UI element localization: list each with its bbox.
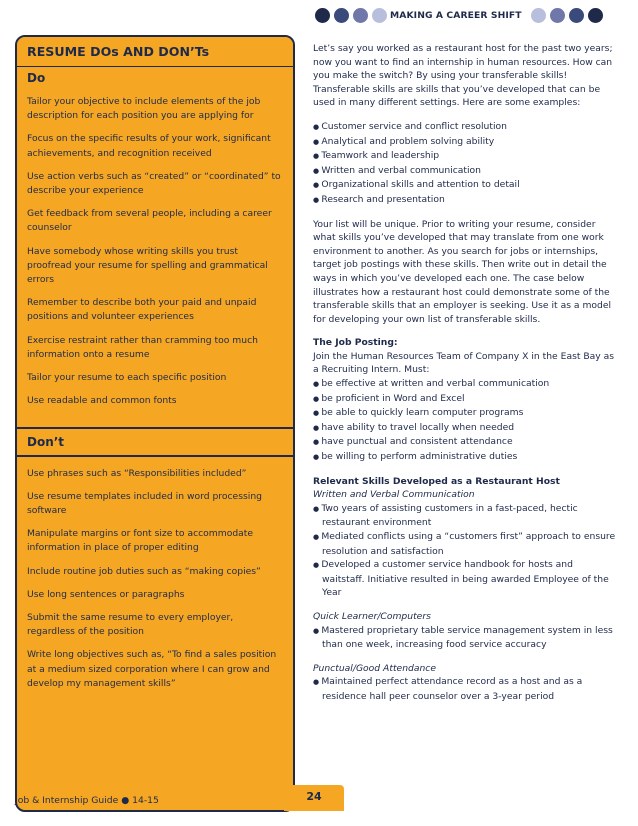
skill-group-label: Quick Learner/Computers — [313, 610, 431, 622]
bullet-icon: ● — [313, 453, 322, 462]
bullet-text: Two years of assisting customers in a fast-paced, hectic restaurant environment — [321, 502, 578, 529]
dont-item: Use resume templates included in word processing software — [27, 490, 262, 516]
footer-guide-label: Job & Internship Guide ● 14-15 — [15, 795, 159, 806]
bullet-icon: ● — [313, 122, 322, 131]
skill-group-label: Punctual/Good Attendance — [313, 662, 437, 674]
header-dot — [372, 8, 387, 23]
bullet-text: Written and verbal communication — [321, 164, 482, 176]
bullet-icon: ● — [313, 678, 322, 687]
bullet-icon: ● — [313, 504, 322, 513]
bullet-item — [313, 120, 618, 135]
bullet-item — [313, 435, 618, 450]
skill-groups — [313, 488, 618, 703]
skill-group-list — [313, 624, 618, 652]
bullet-item — [313, 450, 618, 465]
bullet-text: have punctual and consistent attendance — [321, 436, 513, 448]
bullet-item — [313, 135, 618, 150]
header-dots-right — [531, 8, 603, 23]
header-dot — [531, 8, 546, 23]
dont-item: Manipulate margins or font size to accommodate information in place of proper editing — [27, 528, 254, 554]
sidebar-title: RESUME DOs AND DON’Ts — [17, 37, 293, 67]
bullet-item — [313, 558, 618, 600]
page-header — [312, 8, 632, 28]
do-item: Tailor your objective to include elements of the job description for each position you are applying for — [27, 96, 261, 122]
bullet-item — [313, 421, 618, 436]
bullet-text: Mastered proprietary table service management system in less than one week, increasing food service accuracy — [321, 624, 613, 651]
bullet-text: be willing to perform administrative duties — [321, 451, 518, 463]
bullet-text: Research and presentation — [321, 193, 445, 205]
resume-donts-box — [15, 427, 295, 812]
resume-dos-box — [15, 35, 295, 449]
header-dot — [315, 8, 330, 23]
dont-item: Use phrases such as “Responsibilities included” — [27, 467, 247, 479]
bullet-icon: ● — [313, 561, 322, 570]
bullet-icon: ● — [313, 533, 322, 541]
bullet-text: Customer service and conflict resolution — [321, 120, 507, 132]
skills-heading: Relevant Skills Developed as a Restaurant Host — [313, 475, 560, 487]
bullet-icon: ● — [313, 137, 322, 146]
bullet-text: Teamwork and leadership — [321, 150, 440, 162]
bullet-text: be proficient in Word and Excel — [321, 392, 465, 404]
bullet-text: Mediated conflicts using a “customers first” approach to ensure resolution and satisfaction — [321, 531, 616, 557]
do-item: Use action verbs such as “created” or “coordinated” to describe your experience — [27, 170, 281, 197]
do-list — [17, 95, 293, 408]
do-item: Use readable and common fonts — [27, 395, 177, 407]
skill-group — [313, 610, 618, 652]
intro-paragraph: Let’s say you worked as a restaurant host for the past two years; now you want to find an internship in human resources. How can you make the switch? By using your transferable skills! Transferable skills are skills that you’ve developed that can be used in many different settings. Here are some examples: — [313, 43, 613, 109]
skill-group — [313, 488, 618, 600]
bullet-icon: ● — [313, 394, 322, 403]
dont-item: Submit the same resume to every employer, regardless of the position — [27, 611, 234, 638]
skill-group-list — [313, 675, 618, 703]
do-item: Have somebody whose writing skills you trust proofread your resume for spelling and grammatical errors — [27, 245, 268, 286]
bullet-text: Developed a customer service handbook for hosts and waitstaff. Initiative resulted in being awarded Employee of the Year — [321, 559, 609, 599]
bullet-icon: ● — [313, 380, 322, 389]
header-dot — [334, 8, 349, 23]
bullet-icon: ● — [313, 438, 322, 447]
skill-group-list — [313, 502, 618, 600]
posting-list — [313, 377, 618, 465]
do-item: Get feedback from several people, including a career counselor — [27, 208, 272, 234]
do-item: Focus on the specific results of your work, significant achievements, and recognition received — [27, 133, 271, 159]
do-item: Tailor your resume to each specific position — [27, 372, 227, 384]
header-dots-left — [315, 8, 387, 23]
page-number-tab — [284, 785, 344, 811]
bullet-text: Organizational skills and attention to detail — [321, 179, 520, 191]
bullet-item — [313, 406, 618, 421]
do-item: Exercise restraint rather than cramming too much information onto a resume — [27, 334, 258, 360]
bullet-icon: ● — [313, 195, 322, 204]
header-dot — [550, 8, 565, 23]
bullet-icon: ● — [313, 166, 322, 175]
header-dot — [569, 8, 584, 23]
header-dot — [588, 8, 603, 23]
dont-item: Write long objectives such as, “To find a sales position at a medium sized corporation where I can grow and develop my management skills” — [27, 649, 277, 689]
bullet-icon: ● — [313, 409, 322, 418]
header-dot — [353, 8, 368, 23]
bullet-item — [313, 530, 618, 558]
skill-group — [313, 662, 618, 704]
bullet-item — [313, 502, 618, 530]
dont-list — [17, 457, 293, 691]
skill-group-label: Written and Verbal Communication — [313, 489, 475, 501]
bullet-text: Maintained perfect attendance record as a host and as a residence hall peer counselor over a 3-year period — [321, 676, 583, 702]
bullet-icon: ● — [313, 152, 322, 161]
bullet-item — [313, 149, 618, 164]
dont-item: Use long sentences or paragraphs — [27, 588, 185, 600]
main-column — [313, 42, 618, 704]
bullet-item — [313, 675, 618, 703]
bullet-text: Analytical and problem solving ability — [321, 135, 495, 147]
body-paragraph: Your list will be unique. Prior to writing your resume, consider what skills you’ve developed that may translate from one work environment to another. As you search for jobs or internships, target job postings with these skills. Then write out in detail the ways in which you’ve developed each one. The case below illustrates how a restaurant host could demonstrate some of the transferable skills that an employer is seeking. Use it as a model for developing your own list of transferable skills. — [313, 218, 612, 325]
do-heading: Do — [27, 71, 46, 85]
bullet-item — [313, 624, 618, 652]
bullet-item — [313, 164, 618, 179]
do-item: Remember to describe both your paid and unpaid positions and volunteer experiences — [27, 297, 257, 323]
posting-heading: The Job Posting: — [313, 337, 398, 349]
bullet-item — [313, 178, 618, 193]
bullet-text: be effective at written and verbal communication — [321, 378, 550, 390]
bullet-icon: ● — [313, 181, 322, 190]
dont-item: Include routine job duties such as “making copies” — [27, 565, 261, 577]
dont-heading: Don’t — [27, 435, 65, 449]
section-title: MAKING A CAREER SHIFT — [390, 10, 522, 21]
bullet-item — [313, 377, 618, 392]
bullet-icon: ● — [313, 423, 322, 432]
bullet-text: have ability to travel locally when needed — [321, 421, 515, 433]
bullet-icon: ● — [313, 626, 322, 635]
bullet-item — [313, 193, 618, 208]
examples-list — [313, 120, 618, 208]
bullet-text: be able to quickly learn computer programs — [321, 407, 524, 419]
posting-text: Join the Human Resources Team of Company X in the East Bay as a Recruiting Intern. Must: — [313, 350, 615, 376]
page-number: 24 — [306, 790, 322, 803]
bullet-item — [313, 392, 618, 407]
